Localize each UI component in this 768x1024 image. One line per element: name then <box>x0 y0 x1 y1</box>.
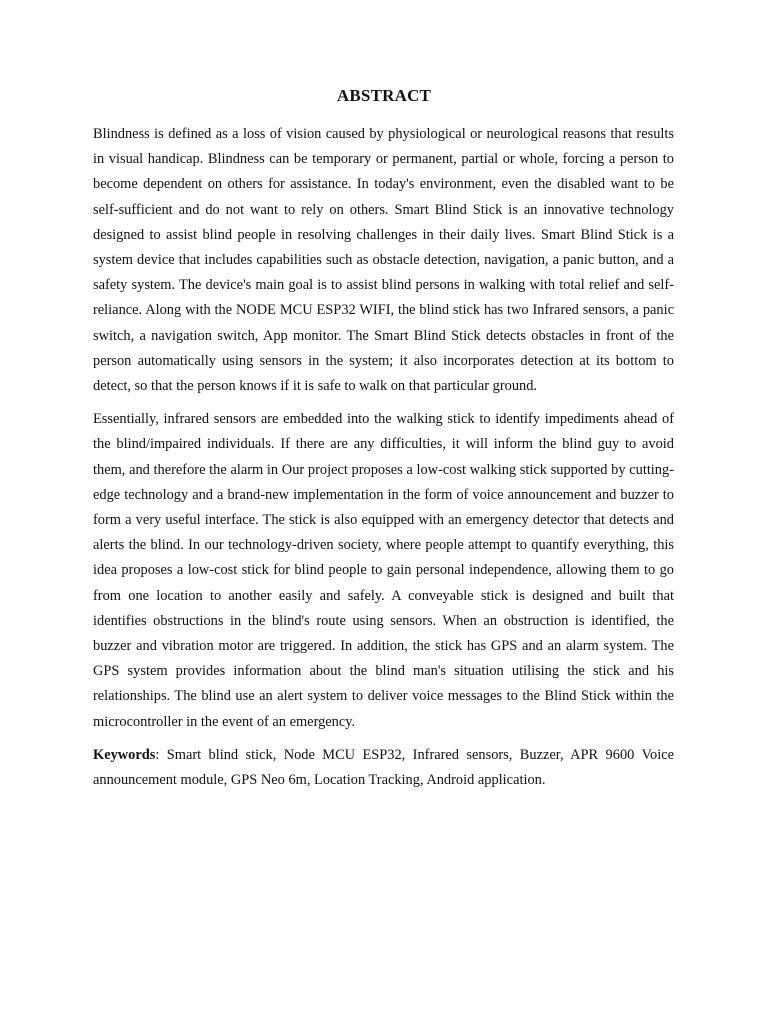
abstract-paragraph-2: Essentially, infrared sensors are embedded into the walking stick to identify impediments ahead of the blind/impaired individuals. If there are any difficulties, it will inform the blind guy to avoid them, and therefore the alarm in Our project proposes a low-cost walking stick supported by cutting-edge technology and a brand-new implementation in the form of voice announcement and buzzer to form a very useful interface. The stick is also equipped with an emergency detector that detects and alerts the blind. In our technology-driven society, where people attempt to quantify everything, this idea proposes a low-cost stick for blind people to gain personal independence, allowing them to go from one location to another easily and safely. A conveyable stick is designed and built that identifies obstructions in the blind's route using sensors. When an obstruction is identified, the buzzer and vibration motor are triggered. In addition, the stick has GPS and an alarm system. The GPS system provides information about the blind man's situation utilising the stick and his relationships. The blind use an alert system to deliver voice messages to the Blind Stick within the microcontroller in the event of an emergency. <box>93 411 674 730</box>
abstract-body <box>93 122 674 801</box>
keywords-separator: : <box>155 746 160 763</box>
keywords-label: Keywords <box>93 746 156 763</box>
keywords-paragraph <box>93 743 674 793</box>
abstract-title: ABSTRACT <box>336 86 432 105</box>
keywords-text: Smart blind stick, Node MCU ESP32, Infrared sensors, Buzzer, APR 9600 Voice announcement module, GPS Neo 6m, Location Tracking, Android application. <box>93 746 674 789</box>
abstract-paragraph-1: Blindness is defined as a loss of vision caused by physiological or neurological reasons that results in visual handicap. Blindness can be temporary or permanent, partial or whole, forcing a person to become dependent on others for assistance. In today's environment, even the disabled want to be self-sufficient and do not want to rely on others. Smart Blind Stick is an innovative technology designed to assist blind people in resolving challenges in their daily lives. Smart Blind Stick is a system device that includes capabilities such as obstacle detection, navigation, a panic button, and a safety system. The device's main goal is to assist blind persons in walking with total relief and self-reliance. Along with the NODE MCU ESP32 WIFI, the blind stick has two Infrared sensors, a panic switch, a navigation switch, App monitor. The Smart Blind Stick detects obstacles in front of the person automatically using sensors in the system; it also incorporates detection at its bottom to detect, so that the person knows if it is safe to walk on that particular ground. <box>93 126 674 395</box>
